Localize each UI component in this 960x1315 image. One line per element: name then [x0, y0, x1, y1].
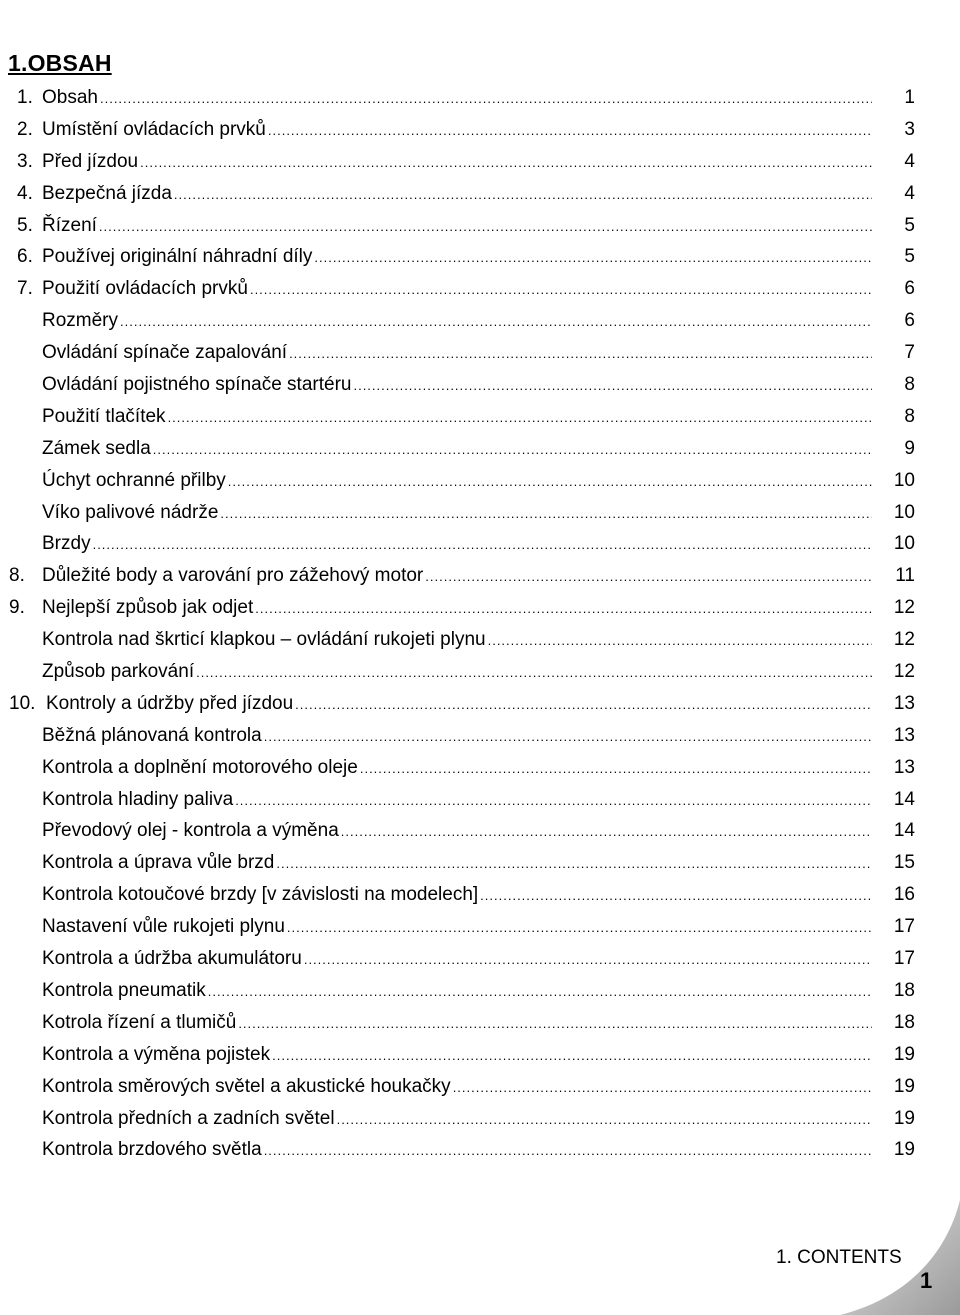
toc-entry-page: 17 — [893, 916, 915, 938]
toc-entry-page: 16 — [893, 884, 915, 906]
toc-dot-leader — [264, 721, 872, 753]
toc-dot-leader — [168, 402, 872, 434]
toc-entry-title[interactable]: Použití tlačítek — [42, 405, 166, 427]
toc-entry-body — [46, 688, 872, 721]
toc-dot-leader — [453, 1072, 872, 1104]
toc-entry-title[interactable]: Ovládání spínače zapalování — [42, 342, 288, 364]
toc-entry[interactable] — [0, 497, 960, 529]
toc-entry-body — [42, 720, 872, 753]
toc-entry-title[interactable]: Zámek sedla — [42, 437, 151, 459]
toc-entry-page: 6 — [904, 278, 915, 300]
toc-dot-leader — [100, 83, 872, 115]
toc-entry-body — [42, 241, 872, 274]
toc-entry[interactable] — [0, 1071, 960, 1103]
toc-entry[interactable] — [0, 401, 960, 433]
toc-entry-body — [42, 1039, 872, 1072]
toc-entry-body — [42, 1071, 872, 1104]
toc-dot-leader — [250, 274, 872, 306]
toc-entry-body — [42, 146, 872, 179]
toc-entry-page: 8 — [904, 405, 915, 427]
toc-entry-number: 6. — [17, 246, 33, 268]
toc-entry-title[interactable]: Nastavení vůle rukojeti plynu — [42, 916, 285, 938]
toc-entry-title[interactable]: Úchyt ochranné přilby — [42, 469, 226, 491]
toc-entry-body — [42, 943, 872, 976]
toc-entry[interactable] — [0, 1007, 960, 1039]
toc-entry-number: 3. — [17, 150, 33, 172]
toc-dot-leader — [268, 115, 872, 147]
toc-entry-body — [42, 433, 872, 466]
toc-entry-title[interactable]: Kontrola brzdového světla — [42, 1139, 262, 1161]
toc-entry-number: 9. — [9, 597, 25, 619]
toc-entry-title[interactable]: Řízení — [42, 214, 97, 236]
toc-entry[interactable] — [0, 114, 960, 146]
toc-entry-title[interactable]: Důležité body a varování pro zážehový motor — [42, 565, 424, 587]
toc-entry-page: 3 — [904, 118, 915, 140]
toc-dot-leader — [255, 593, 872, 625]
toc-dot-leader — [99, 211, 872, 243]
toc-dot-leader — [314, 242, 872, 274]
toc-entry-body — [42, 497, 872, 530]
toc-entry-title[interactable]: Kontrola kotoučové brzdy [v závislosti na modelech] — [42, 884, 479, 906]
toc-entry-title[interactable]: Kontrola hladiny paliva — [42, 788, 234, 810]
toc-entry-page: 13 — [893, 692, 915, 714]
toc-dot-leader — [276, 848, 872, 880]
toc-entry-body — [42, 401, 872, 434]
toc-entry-title[interactable]: Obsah — [42, 87, 98, 108]
toc-dot-leader — [120, 306, 872, 338]
toc-entry-page: 13 — [893, 724, 915, 746]
toc-entry-title[interactable]: Kontrola pneumatik — [42, 979, 206, 1001]
toc-entry-title[interactable]: Kontrola směrových světel a akustické houkačky — [42, 1075, 451, 1097]
toc-entry[interactable] — [0, 337, 960, 369]
toc-entry-title[interactable]: Kotrola řízení a tlumičů — [42, 1011, 237, 1033]
toc-entry-number: 10. — [9, 692, 36, 714]
toc-entry-page: 4 — [904, 182, 915, 204]
toc-entry-page: 19 — [893, 1107, 915, 1129]
toc-entry-number: 8. — [9, 565, 25, 587]
toc-entry-title[interactable]: Kontrola nad škrticí klapkou – ovládání rukojeti plynu — [42, 629, 486, 651]
toc-dot-leader — [228, 466, 872, 498]
toc-entry-page: 11 — [895, 565, 915, 587]
toc-entry[interactable] — [0, 911, 960, 943]
toc-entry-title[interactable]: Použití ovládacích prvků — [42, 278, 248, 300]
toc-entry-body — [42, 273, 872, 306]
footer-section-label: 1. CONTENTS — [776, 1247, 902, 1268]
toc-entry-body — [42, 178, 872, 211]
toc-dot-leader — [208, 976, 872, 1008]
toc-entry-page: 10 — [893, 533, 915, 555]
toc-entry-body — [42, 815, 872, 848]
toc-dot-leader — [272, 1040, 872, 1072]
toc-entry-title[interactable]: Kontrola a doplnění motorového oleje — [42, 756, 358, 778]
toc-entry-page: 14 — [893, 820, 915, 842]
toc-entry-title[interactable]: Rozměry — [42, 310, 119, 332]
toc-entry-page: 19 — [893, 1139, 915, 1161]
toc-entry-page: 19 — [893, 1043, 915, 1065]
toc-entry-body — [42, 911, 872, 944]
toc-dot-leader — [235, 785, 872, 817]
toc-entry[interactable] — [0, 1134, 960, 1166]
toc-entry[interactable] — [0, 1039, 960, 1071]
toc-entry[interactable] — [0, 624, 960, 656]
toc-entry[interactable] — [0, 305, 960, 337]
toc-entry-title[interactable]: Brzdy — [42, 533, 91, 555]
toc-entry-page: 19 — [893, 1075, 915, 1097]
toc-dot-leader — [287, 912, 872, 944]
toc-dot-leader — [480, 880, 872, 912]
toc-dot-leader — [289, 338, 872, 370]
toc-entry[interactable] — [0, 465, 960, 497]
toc-entry-title[interactable]: Kontrola předních a zadních světel — [42, 1107, 335, 1129]
toc-entry-body — [42, 465, 872, 498]
toc-entry-page: 9 — [904, 437, 915, 459]
toc-entry-body — [42, 656, 872, 689]
toc-entry[interactable] — [0, 592, 960, 624]
toc-entry-body — [42, 210, 872, 243]
toc-entry-title[interactable]: Běžná plánovaná kontrola — [42, 724, 262, 746]
toc-entry-page: 4 — [904, 150, 915, 172]
toc-dot-leader — [220, 498, 872, 530]
toc-entry[interactable] — [0, 943, 960, 975]
toc-entry[interactable] — [0, 879, 960, 911]
toc-dot-leader — [153, 434, 872, 466]
toc-entry-body — [42, 337, 872, 370]
toc-entry[interactable] — [0, 975, 960, 1007]
toc-dot-leader — [304, 944, 872, 976]
toc-dot-leader — [360, 753, 872, 785]
toc-entry-body — [42, 369, 872, 402]
page-number: 1 — [920, 1268, 933, 1293]
toc-entry-body — [42, 560, 872, 593]
toc-entry-body — [42, 624, 872, 657]
toc-entry-title[interactable]: Kontroly a údržby před jízdou — [46, 692, 294, 714]
toc-entry-page: 7 — [904, 342, 915, 364]
toc-entry-page: 8 — [904, 374, 915, 396]
toc-entry-page: 6 — [904, 310, 915, 332]
toc-entry-body — [42, 592, 872, 625]
toc-entry-page: 5 — [904, 246, 915, 268]
toc-entry[interactable] — [0, 433, 960, 465]
toc-entry-page: 1 — [904, 87, 915, 108]
toc-entry-body — [42, 1103, 872, 1136]
toc-entry-body — [42, 752, 872, 785]
toc-entry-page: 18 — [893, 1011, 915, 1033]
toc-entry-body — [42, 879, 872, 912]
toc-entry-body — [42, 1007, 872, 1040]
toc-entry[interactable] — [0, 210, 960, 242]
toc-entry-number: 2. — [17, 118, 33, 140]
toc-entry-page: 5 — [904, 214, 915, 236]
toc-entry-page: 10 — [893, 469, 915, 491]
toc-entry[interactable] — [0, 688, 960, 720]
toc-entry-page: 18 — [893, 979, 915, 1001]
page-title: 1.OBSAH — [8, 50, 112, 76]
toc-entry-body — [42, 784, 872, 817]
toc-entry-title[interactable]: Nejlepší způsob jak odjet — [42, 597, 254, 619]
toc-dot-leader — [93, 529, 872, 561]
toc-dot-leader — [196, 657, 872, 689]
toc-dot-leader — [295, 689, 872, 721]
toc-entry-body — [42, 528, 872, 561]
toc-entry[interactable] — [0, 528, 960, 560]
toc-entry[interactable] — [0, 560, 960, 592]
toc-entry[interactable] — [0, 784, 960, 816]
toc-entry[interactable] — [0, 146, 960, 178]
toc-entry-page: 17 — [893, 948, 915, 970]
toc-entry-page: 15 — [893, 852, 915, 874]
toc-entry-title[interactable]: Umístění ovládacích prvků — [42, 118, 266, 140]
toc-entry[interactable] — [0, 82, 960, 114]
toc-entry-title[interactable]: Převodový olej - kontrola a výměna — [42, 820, 339, 842]
toc-dot-leader — [264, 1135, 872, 1167]
toc-entry[interactable] — [0, 273, 960, 305]
toc-dot-leader — [140, 147, 872, 179]
toc-entry-body — [42, 1134, 872, 1167]
toc-entry[interactable] — [0, 178, 960, 210]
table-of-contents — [0, 82, 960, 1166]
toc-entry[interactable] — [0, 656, 960, 688]
toc-entry-page: 12 — [893, 661, 915, 683]
toc-entry-title[interactable]: Kontrola a výměna pojistek — [42, 1043, 271, 1065]
toc-entry-title[interactable]: Bezpečná jízda — [42, 182, 172, 204]
toc-entry-number: 5. — [17, 214, 33, 236]
toc-entry-number: 4. — [17, 182, 33, 204]
toc-dot-leader — [341, 816, 872, 848]
toc-entry-body — [42, 114, 872, 147]
toc-entry[interactable] — [0, 847, 960, 879]
toc-entry-title[interactable]: Ovládání pojistného spínače startéru — [42, 374, 352, 396]
toc-entry[interactable] — [0, 241, 960, 273]
toc-entry-page: 14 — [893, 788, 915, 810]
toc-entry-body — [42, 82, 872, 115]
toc-dot-leader — [353, 370, 872, 402]
toc-entry-number: 7. — [17, 278, 33, 300]
toc-dot-leader — [488, 625, 872, 657]
toc-entry-page: 12 — [893, 597, 915, 619]
toc-entry-page: 10 — [893, 501, 915, 523]
toc-entry-title[interactable]: Před jízdou — [42, 150, 139, 172]
toc-dot-leader — [174, 179, 872, 211]
toc-entry-title[interactable]: Kontrola a úprava vůle brzd — [42, 852, 275, 874]
toc-entry-title[interactable]: Způsob parkování — [42, 661, 195, 683]
toc-entry[interactable] — [0, 815, 960, 847]
toc-dot-leader — [425, 561, 872, 593]
toc-entry[interactable] — [0, 752, 960, 784]
toc-dot-leader — [238, 1008, 872, 1040]
toc-entry-body — [42, 305, 872, 338]
toc-entry-title[interactable]: Víko palivové nádrže — [42, 501, 219, 523]
toc-entry[interactable] — [0, 720, 960, 752]
toc-dot-leader — [337, 1104, 872, 1136]
toc-entry-title[interactable]: Používej originální náhradní díly — [42, 246, 313, 268]
toc-entry-title[interactable]: Kontrola a údržba akumulátoru — [42, 948, 302, 970]
toc-entry[interactable] — [0, 369, 960, 401]
toc-entry-body — [42, 975, 872, 1008]
toc-entry[interactable] — [0, 1103, 960, 1135]
toc-entry-number: 1. — [17, 87, 33, 108]
toc-entry-body — [42, 847, 872, 880]
toc-entry-page: 12 — [893, 629, 915, 651]
toc-entry-page: 13 — [893, 756, 915, 778]
